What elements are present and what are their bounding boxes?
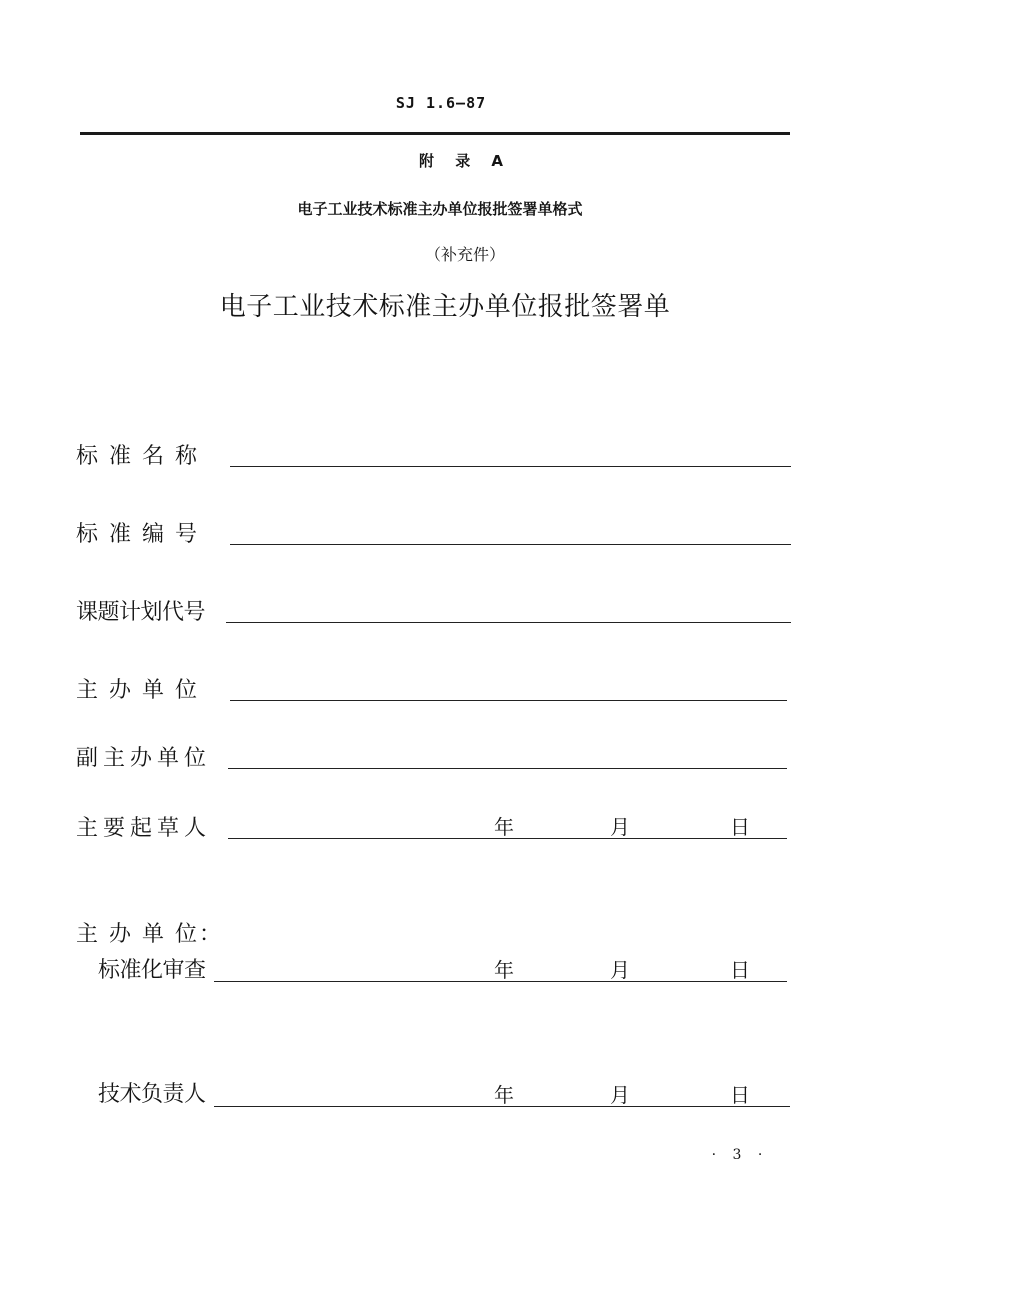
supplement-note: （补充件） (424, 245, 505, 264)
field-line-standard-number[interactable] (230, 544, 791, 545)
form-title: 电子工业技术标准主办单位报批签署单 (219, 292, 671, 322)
field-label-main-drafter: 主要起草人 (76, 816, 212, 841)
review-date-month: 月 (610, 958, 630, 982)
field-label-standardization-review: 标准化审查 (98, 958, 206, 983)
field-label-standard-name: 标准名称 (76, 444, 209, 469)
host-unit-section-label: 主 办 单 位： (76, 922, 223, 947)
field-label-project-code: 课题计划代号 (76, 600, 206, 625)
field-label-co-host-unit: 副主办单位 (76, 746, 212, 771)
field-line-host-unit[interactable] (230, 700, 787, 701)
tech-lead-date-year: 年 (494, 1083, 514, 1107)
standard-code: SJ 1.6—87 (395, 94, 487, 112)
appendix-subtitle: 电子工业技术标准主办单位报批签署单格式 (297, 200, 583, 218)
field-label-standard-number: 标准编号 (76, 522, 209, 547)
drafter-date-month: 月 (610, 815, 630, 839)
drafter-date-year: 年 (494, 815, 514, 839)
field-label-host-unit: 主办单位 (76, 678, 209, 703)
field-line-co-host-unit[interactable] (228, 768, 787, 769)
page-number: · 3 · (711, 1147, 769, 1163)
field-line-project-code[interactable] (226, 622, 791, 623)
review-date-day: 日 (730, 958, 750, 982)
tech-lead-date-month: 月 (610, 1083, 630, 1107)
drafter-date-day: 日 (730, 815, 750, 839)
header-rule (80, 132, 790, 135)
tech-lead-date-day: 日 (730, 1083, 750, 1107)
appendix-label: 附 录 A (418, 152, 512, 170)
review-date-year: 年 (494, 958, 514, 982)
field-label-technical-lead: 技术负责人 (98, 1082, 206, 1107)
field-line-standard-name[interactable] (230, 466, 791, 467)
